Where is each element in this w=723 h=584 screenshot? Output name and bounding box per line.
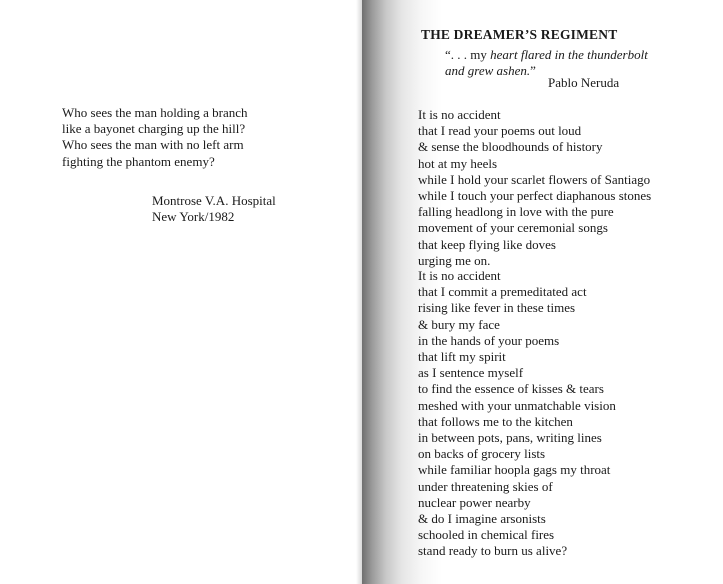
poem-line: under threatening skies of: [418, 478, 553, 494]
poem-line: meshed with your unmatchable vision: [418, 397, 616, 413]
poem-line: schooled in chemical fires: [418, 527, 555, 543]
stanza-1: [418, 107, 651, 269]
left-poem-stanza: [62, 105, 248, 170]
poem-line: hot at my heels: [418, 155, 498, 171]
poem-line: & bury my face: [418, 316, 500, 332]
signature-place: Montrose V.A. Hospital: [152, 193, 276, 208]
poem-line: to find the essence of kisses & tears: [418, 381, 604, 397]
poem-line: fighting the phantom enemy?: [62, 153, 215, 169]
poem-line: & do I imagine arsonists: [418, 511, 546, 527]
poem-line: as I sentence myself: [418, 365, 524, 381]
stanza-2: [418, 268, 616, 560]
poem-line: in the hands of your poems: [418, 332, 560, 348]
poem-line: that lift my spirit: [418, 349, 506, 365]
poem-line: while I hold your scarlet flowers of Santiago: [418, 171, 651, 187]
poem-line: nuclear power nearby: [418, 494, 531, 510]
epigraph-line-1: [445, 47, 648, 63]
poem-line: & sense the bloodhounds of history: [418, 139, 603, 155]
poem-line: It is no accident: [418, 107, 501, 122]
epigraph-suffix: ”: [530, 63, 536, 78]
poem-line: urging me on.: [418, 252, 491, 268]
epigraph-italic-1: heart flared in the thunderbolt: [490, 47, 648, 62]
epigraph-prefix: “. . . my: [445, 47, 491, 62]
poem-line: rising like fever in these times: [418, 300, 576, 316]
poem-line: movement of your ceremonial songs: [418, 220, 608, 236]
epigraph-italic-2: and grew ashen.: [445, 63, 531, 78]
poem-line: that follows me to the kitchen: [418, 413, 573, 429]
poem-signature: [152, 193, 276, 225]
poem-line: that I commit a premeditated act: [418, 284, 587, 300]
signature-city-year: New York/1982: [152, 209, 235, 224]
poem-title: THE DREAMER’S REGIMENT: [421, 27, 618, 42]
poem-line: that keep flying like doves: [418, 236, 556, 252]
poem-line: while I touch your perfect diaphanous stones: [418, 188, 652, 204]
poem-line: like a bayonet charging up the hill?: [62, 121, 246, 137]
poem-line: It is no accident: [418, 268, 501, 283]
poem-line: falling headlong in love with the pure: [418, 204, 614, 220]
poem-line: stand ready to burn us alive?: [418, 543, 568, 559]
poem-line: Who sees the man with no left arm: [62, 137, 244, 153]
poem-line: in between pots, pans, writing lines: [418, 430, 602, 446]
epigraph-author: Pablo Neruda: [548, 75, 620, 90]
poem-line: while familiar hoopla gags my throat: [418, 462, 611, 478]
poem-line: that I read your poems out loud: [418, 123, 582, 139]
poem-line: on backs of grocery lists: [418, 446, 546, 462]
poem-line: Who sees the man holding a branch: [62, 105, 248, 120]
